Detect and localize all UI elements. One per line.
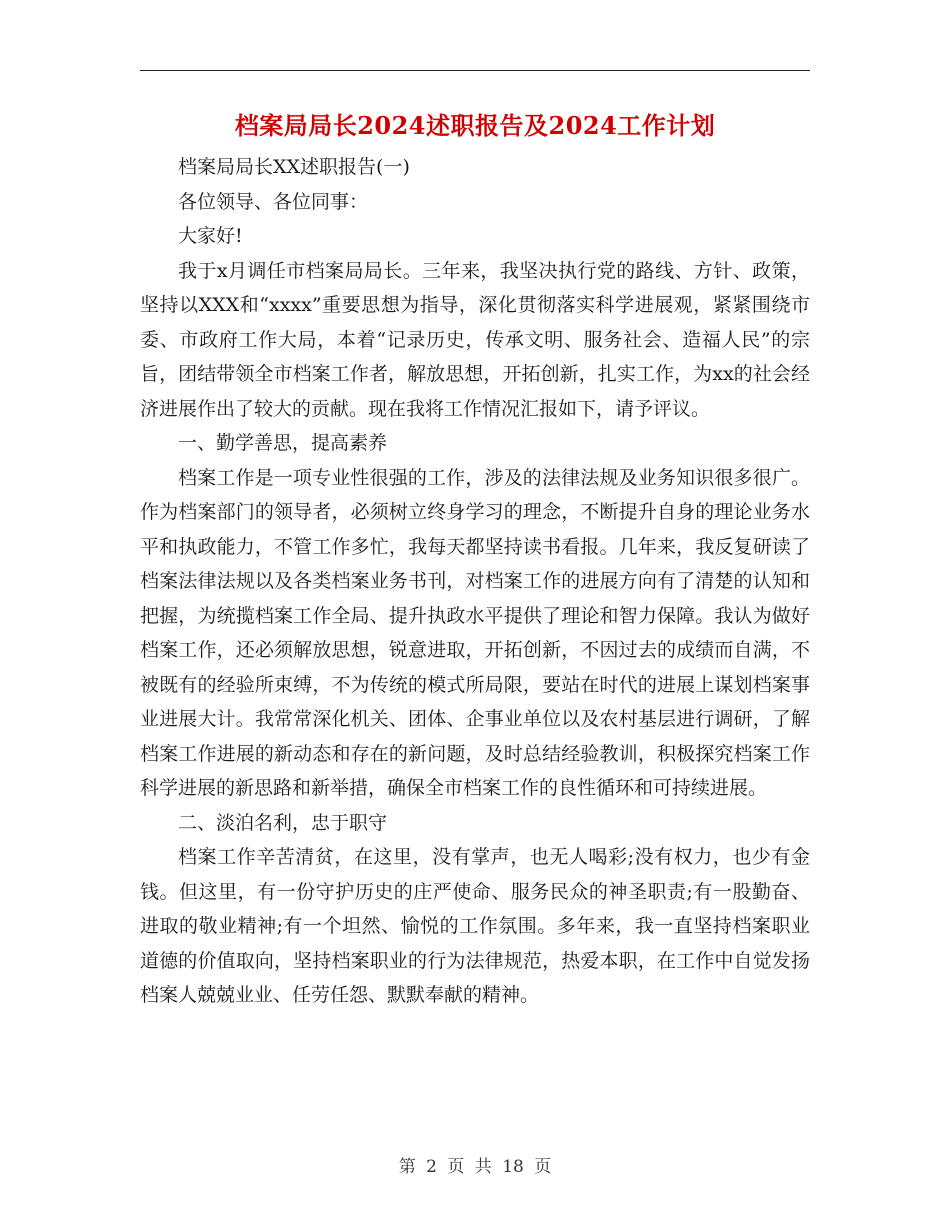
section-heading-1: 一、勤学善思，提高素养 [178, 432, 388, 454]
page-footer: 第 2 页 共 18 页 [398, 1157, 552, 1177]
greeting: 大家好! [178, 225, 243, 247]
document-body [140, 150, 810, 1013]
section-heading-2: 二、淡泊名利，忠于职守 [178, 811, 388, 834]
document-title: 档案局局长2024述职报告及2024工作计划 [234, 111, 716, 140]
section-1-paragraph: 档案工作是一项专业性很强的工作，涉及的法律法规及业务知识很多很广。作为档案部门的领导者，必须树立终身学习的理念，不断提升自身的理论业务水平和执政能力，不管工作多忙，我每天都坚持读书看报。几年来，我反复研读了档案法律法规以及各类档案业务书刊，对档案工作的进展方向有了清楚的认知和把握，为统揽档案工作全局、提升执政水平提供了理论和智力保障。我认为做好档案工作，还必须解放思想，锐意进取，开拓创新，不因过去的成绩而自满，不被既有的经验所束缚，不为传统的模式所局限，要站在时代的进展上谋划档案事业进展大计。我常常深化机关、团体、企事业单位以及农村基层进行调研，了解档案工作进展的新动态和存在的新问题，及时总结经验教训，积极探究档案工作科学进展的新思路和新举措，确保全市档案工作的良性循环和可持续进展。 [140, 466, 810, 799]
intro-paragraph: 我于x月调任市档案局局长。三年来，我坚决执行党的路线、方针、政策，坚持以XXX和“xxxx”重要思想为指导，深化贯彻落实科学进展观，紧紧围绕市委、市政府工作大局，本着“记录历史，传承文明、服务社会、造福人民”的宗旨，团结带领全市档案工作者，解放思想，开拓创新，扎实工作，为xx的社会经济进展作出了较大的贡献。现在我将工作情况汇报如下，请予评议。 [140, 259, 810, 420]
salutation: 各位领导、各位同事： [178, 190, 369, 213]
header-rule [140, 70, 810, 71]
report-subtitle: 档案局局长XX述职报告(一) [178, 156, 410, 178]
section-2-paragraph: 档案工作辛苦清贫，在这里，没有掌声，也无人喝彩;没有权力，也少有金钱。但这里，有一份守护历史的庄严使命、服务民众的神圣职责;有一股勤奋、进取的敬业精神;有一个坦然、愉悦的工作氛围。多年来，我一直坚持档案职业道德的价值取向，坚持档案职业的行为法律规范，热爱本职，在工作中自觉发扬档案人兢兢业业、任劳任怨、默默奉献的精神。 [140, 846, 810, 1006]
